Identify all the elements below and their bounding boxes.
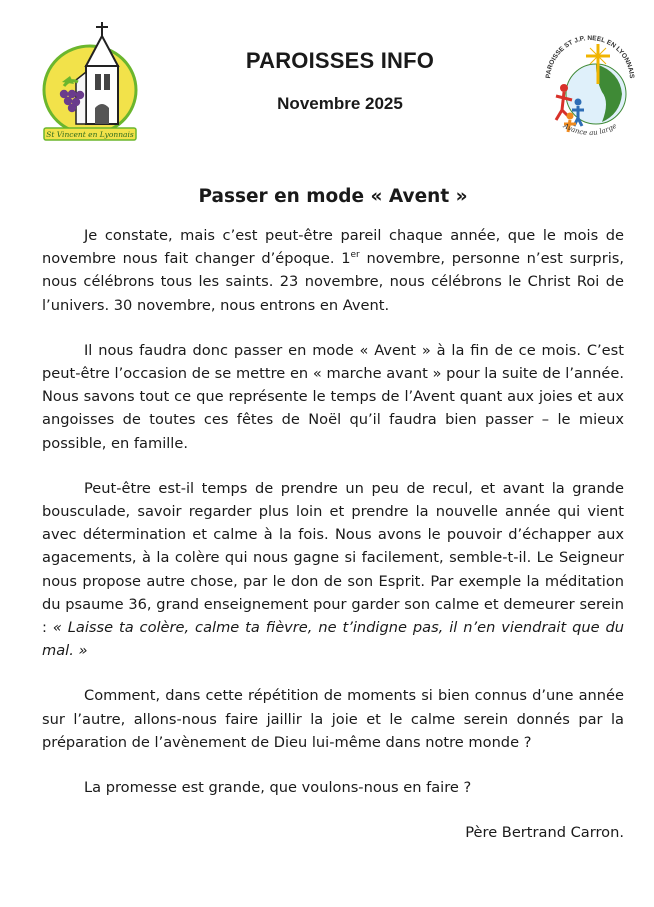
page-title: PAROISSES INFO [245, 48, 435, 73]
paragraph-2: Il nous faudra donc passer en mode « Avent » à la fin de ce mois. C’est peut-être l’occasion de se mettre en « marche avant » pour la suite de l’année. Nous savons tout ce que représente le temps de l’Avent quant aux joies et aux angoisses de toutes ces fêtes de Noël qu’il faudra bien passer – le mieux possible, en famille. [42, 341, 624, 452]
paragraph-4: Comment, dans cette répétition de moments si bien connus d’une année sur l’autre, allons-nous faire jaillir la joie et le calme serein donnés par la préparation de l’avènement de Dieu lui-même dans notre monde ? [42, 687, 624, 751]
logo-right-motto: Avance au large [561, 121, 619, 138]
logo-left-caption: St Vincent en Lyonnais [46, 130, 134, 139]
header [0, 0, 654, 160]
signature: Père Bertrand Carron. [465, 824, 624, 842]
article-title: Passer en mode « Avent » [198, 186, 468, 207]
psalm-quote: « Laisse ta colère, calme ta fièvre, ne t’indigne pas, il n’en viendrait que du mal. » [42, 619, 624, 660]
paragraph-1: Je constate, mais c’est peut-être pareil chaque année, que le mois de novembre nous fait changer d’époque. 1er novembre, personne n’est surpris, nous célébrons tous les saints. 23 novembre, nous célébrons le Christ Roi de l’univers. 30 novembre, nous entrons en Avent. [42, 227, 624, 314]
st-jp-neel-logo [540, 22, 640, 150]
logo-right-caption: PAROISSE ST J.P. NEEL EN LYONNAIS [544, 34, 636, 79]
paragraph-3: Peut-être est-il temps de prendre un peu de recul, et avant la grande bousculade, savoir regarder plus loin et prendre la nouvelle année qui vient avec détermination et calme à la fois. Nous avons le pouvoir d’échapper aux agacements, à la colère qui nous gagne si facilement, semble-t-il. Le Seigneur nous propose autre chose, par le don de son Esprit. Par exemple la méditation du psaume 36, grand enseignement pour garder son calme et demeurer serein : « Laisse ta colère, calme ta fièvre, ne t’indigne pas, il n’en viendrait que du mal. » [42, 479, 624, 660]
paragraph-5: La promesse est grande, que voulons-nous en faire ? [84, 779, 472, 797]
article [42, 184, 624, 844]
st-vincent-logo [40, 20, 140, 142]
issue-date: Novembre 2025 [277, 94, 403, 113]
title-block [160, 48, 520, 114]
